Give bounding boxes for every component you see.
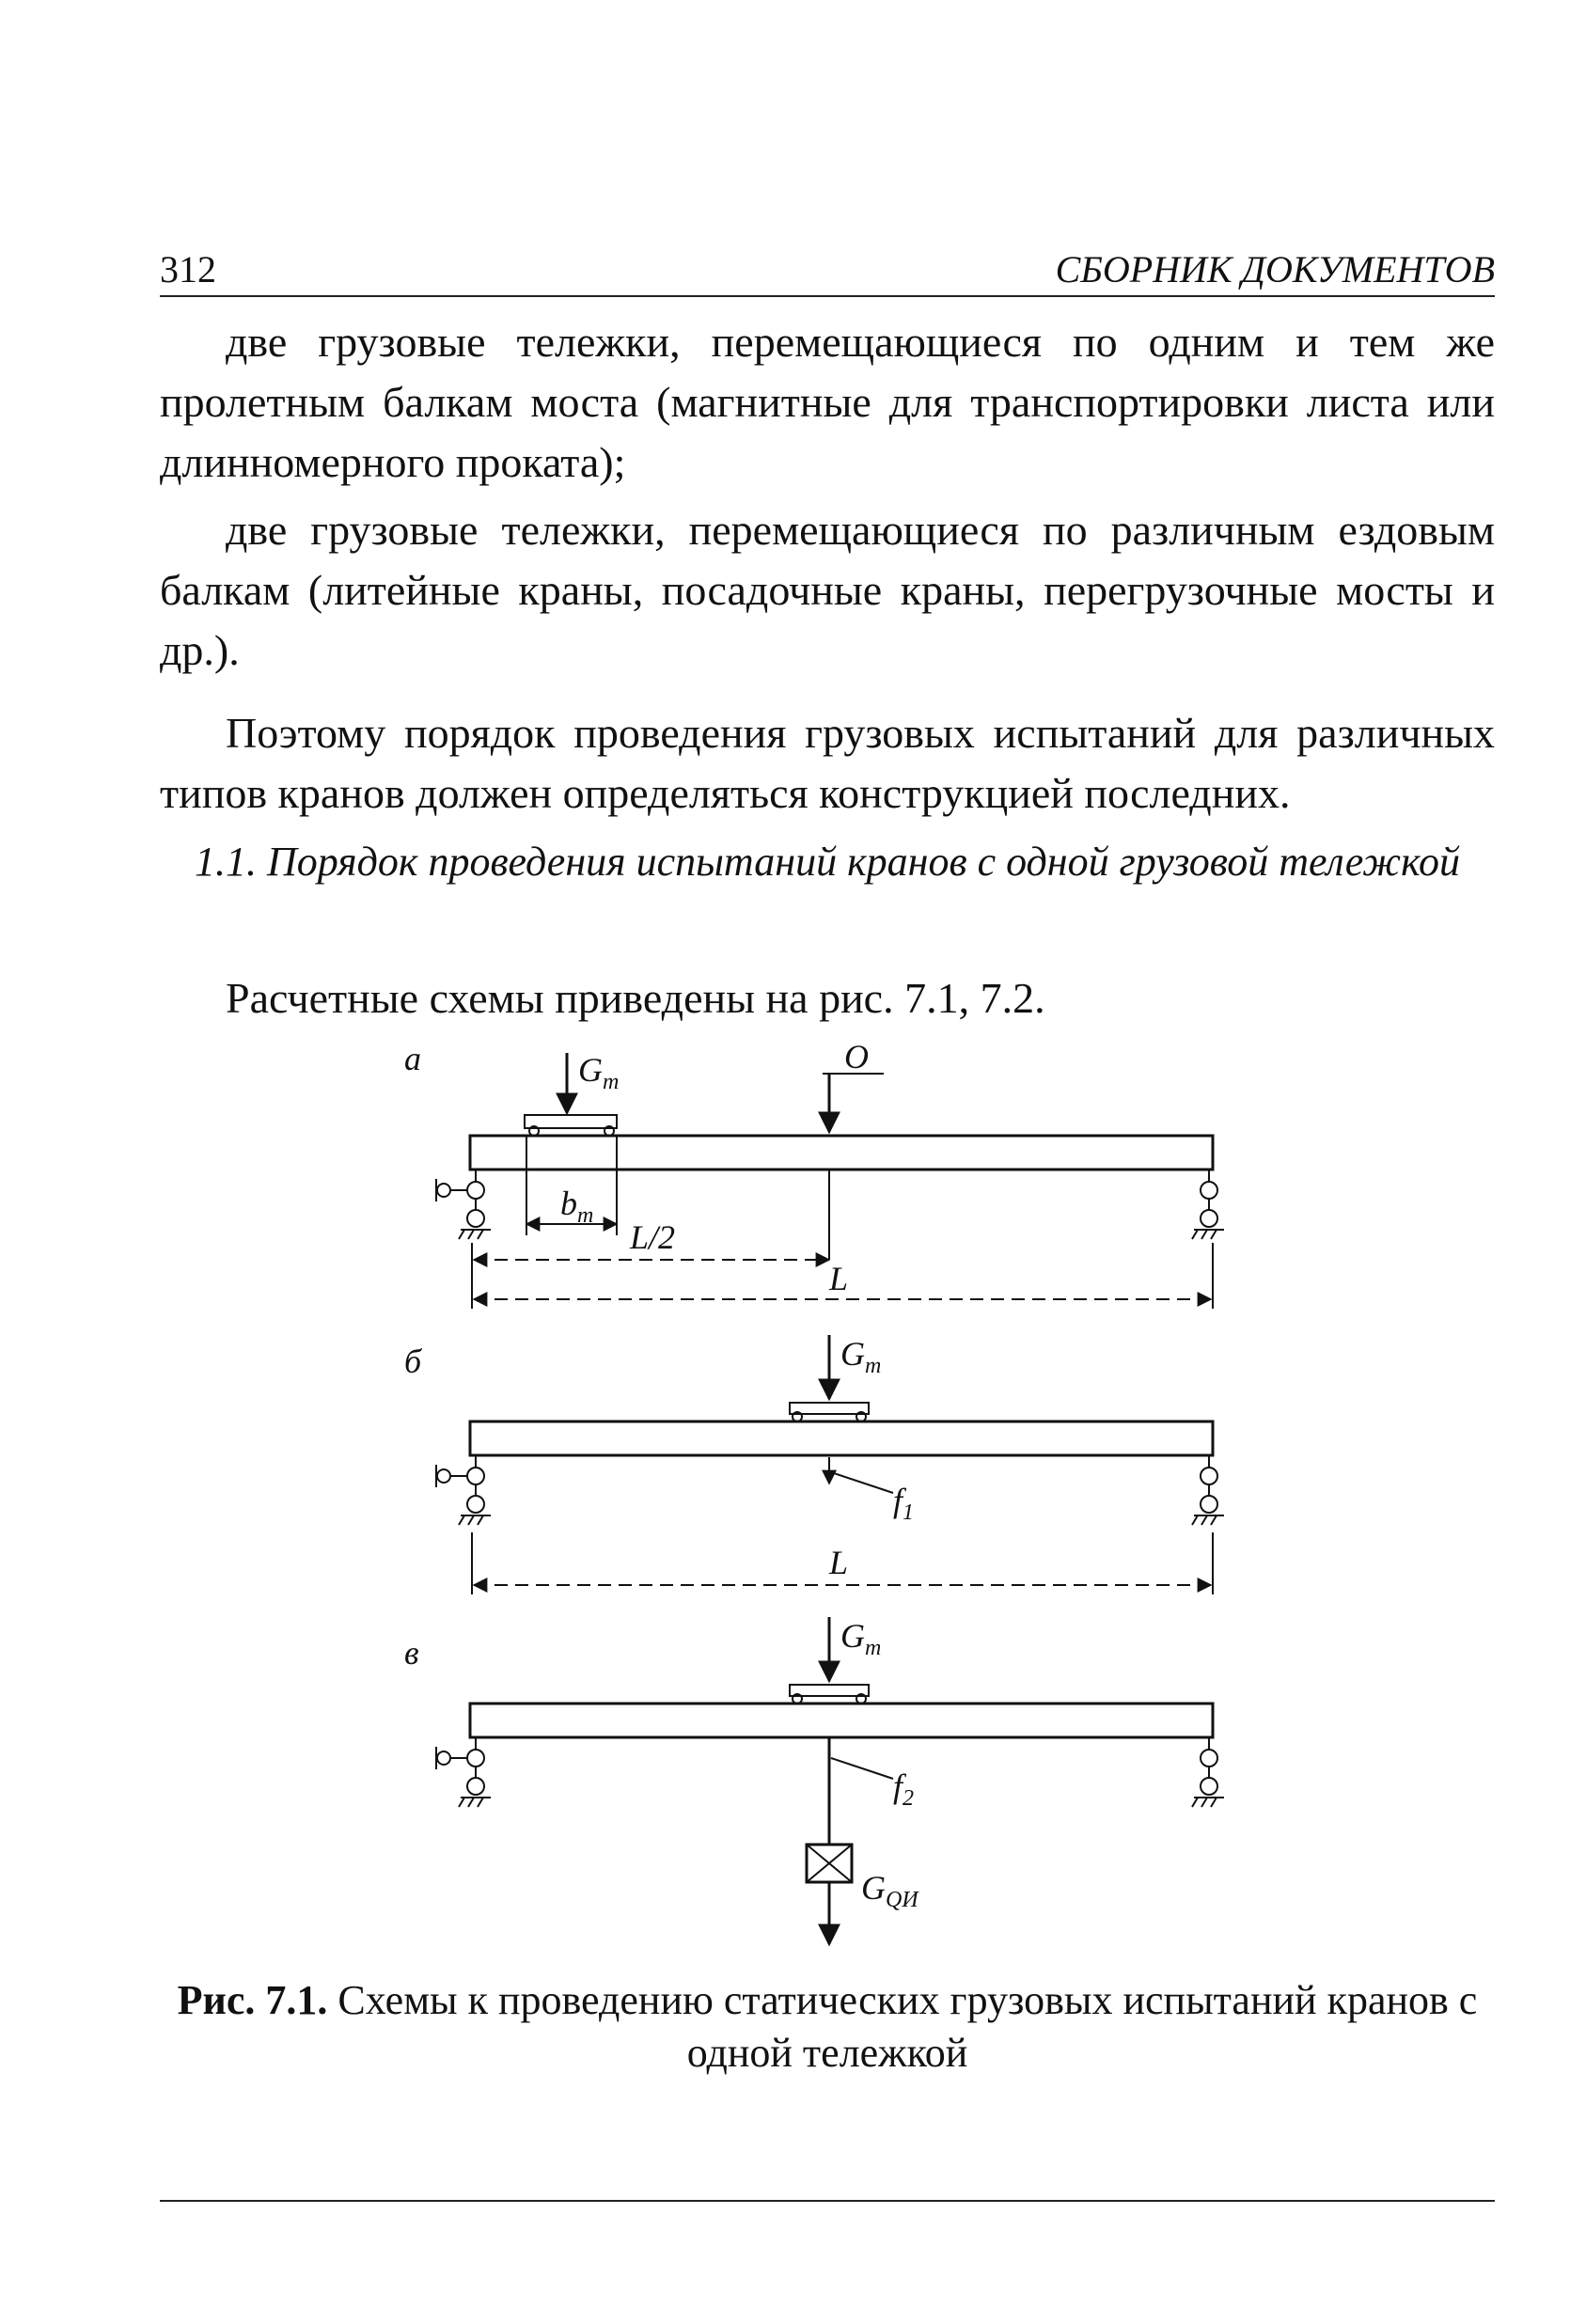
paragraph: две грузовые тележки, перемещающиеся по различным ездовым балкам (литейные краны, посадочные краны, перегрузочные мосты и др.). [160,506,1495,674]
lead-text: Расчетные схемы приведены на рис. 7.1, 7.2. [226,974,1045,1022]
load-label-c: $G_т$ [840,1617,882,1660]
figure-crane-schemes [395,1034,1241,1955]
section-heading: 1.1. Порядок проведения испытаний кранов с одной грузовой тележкой [194,839,1461,885]
dim-l-label-a: L [829,1260,849,1297]
test-load-label: $G_{QИ}$ [861,1869,918,1912]
panel-b [404,1335,1224,1594]
support-left-b [436,1455,491,1525]
support-right-b [1192,1455,1224,1525]
trolley-b [790,1403,869,1414]
load-label-a: $G_т$ [578,1051,620,1094]
load-label-b: $G_т$ [840,1335,882,1378]
deflection-label-b: $f_1$ [893,1482,915,1525]
caption-label: Рис. 7.1. [177,1977,328,2023]
beam-b [470,1421,1213,1455]
paragraph: Поэтому порядок проведения грузовых испытаний для различных типов кранов должен определяться конструкцией последних. [160,709,1495,817]
point-o-label: O [844,1038,869,1076]
panel-a-letter: а [404,1040,421,1077]
trolley-a [525,1115,617,1128]
page-number: 312 [160,248,216,290]
support-left-a [436,1170,491,1239]
figure-caption [160,1974,1495,2080]
dim-l-label-b: L [829,1544,849,1581]
dim-half-label: L/2 [630,1218,676,1256]
paragraph: две грузовые тележки, перемещающиеся по одним и тем же пролетным балкам моста (магнитные для транспортировки листа или длинномерного проката); [160,318,1495,486]
footer-rule [160,2200,1495,2202]
body-text [160,312,1495,831]
page-header [160,243,1495,297]
panel-b-letter: б [404,1343,422,1380]
support-right-a [1192,1170,1224,1239]
caption-text: Схемы к проведению статических грузовых испытаний кранов с одной тележкой [338,1977,1478,2076]
figure-diagram [395,1034,1241,1955]
panel-a [404,1038,1224,1309]
dim-b-label: $b_т$ [560,1185,594,1228]
panel-c [404,1617,1224,1944]
beam-c [470,1704,1213,1737]
trolley-c [790,1685,869,1696]
running-title: СБОРНИК ДОКУМЕНТОВ [1055,248,1495,290]
panel-c-letter: в [404,1634,419,1672]
support-left-c [436,1737,491,1807]
deflection-label-c: $f_2$ [893,1767,915,1811]
support-right-c [1192,1737,1224,1807]
beam-a [470,1136,1213,1170]
